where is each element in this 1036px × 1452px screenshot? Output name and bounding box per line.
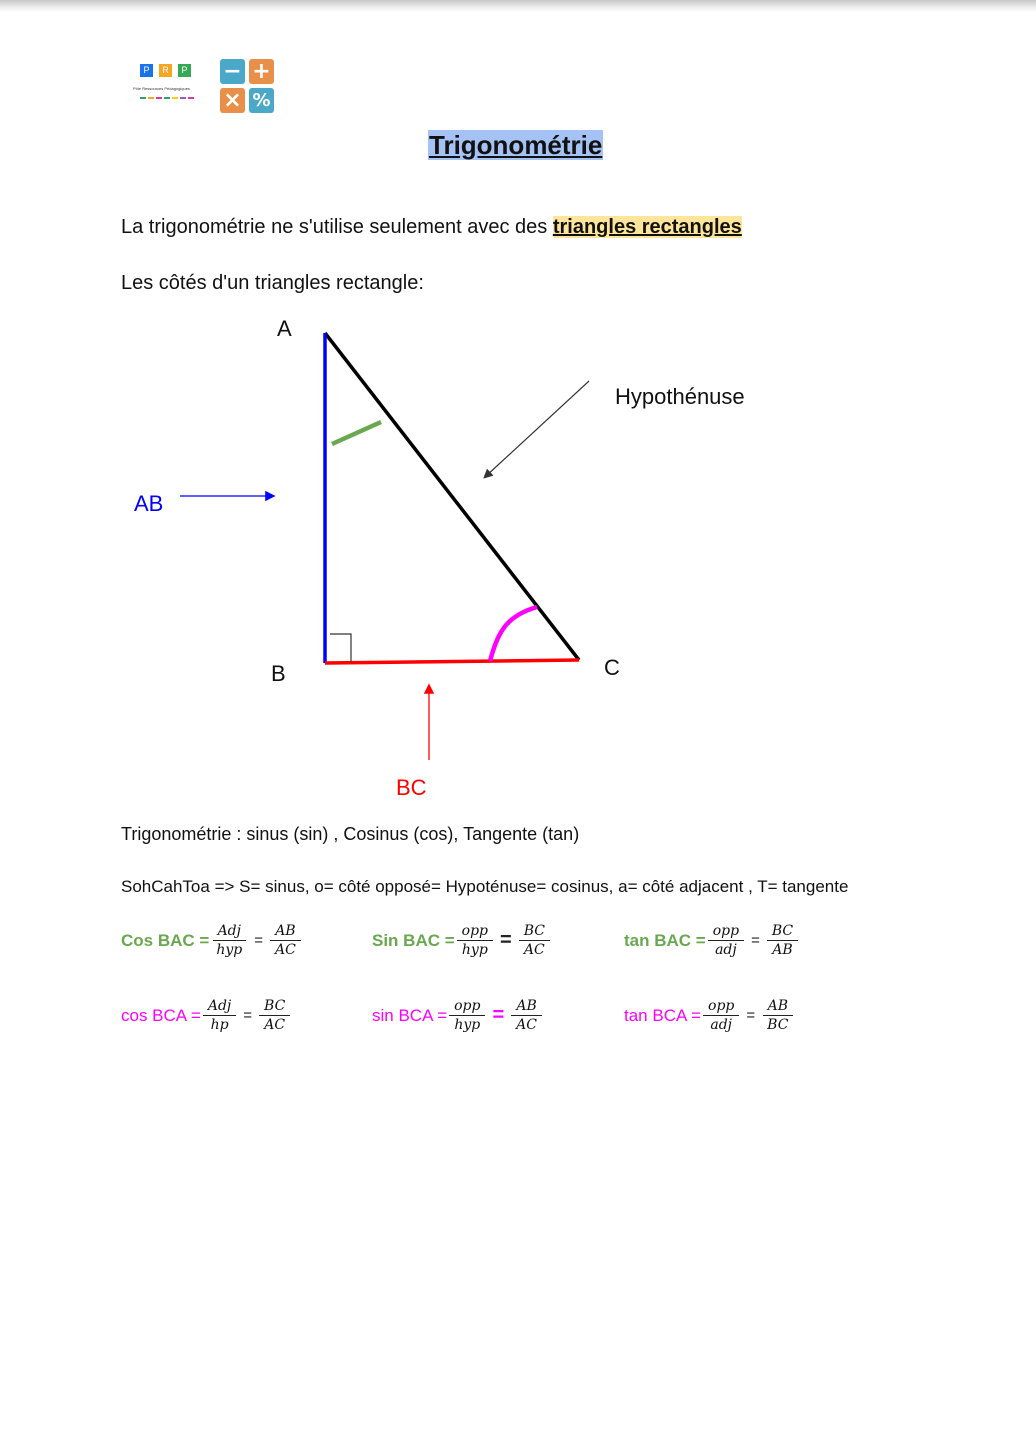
intro-text: La trigonométrie ne s'utilise seulement avec des — [121, 216, 553, 238]
ab-label: AB — [134, 491, 164, 516]
page-title: Trigonométrie — [429, 130, 603, 160]
formula-sin-bca: sin BCA = $\frac{\text{opp}}{\text{hyp}}$ = $\frac{AB}{AC}$ — [372, 997, 544, 1034]
hypotenuse-arrow — [485, 381, 589, 477]
fraction: $\frac{AB}{AC}$ — [511, 997, 542, 1034]
hypotenuse-label: Hypothénuse — [615, 384, 745, 409]
fraction: $\frac{\text{Adj}}{\text{hyp}}$ — [211, 922, 247, 959]
right-angle-marker — [330, 634, 351, 662]
formula-sin-bac: Sin BAC = $\frac{\text{opp}}{\text{hyp}}$ = $\frac{BC}{AC}$ — [372, 922, 552, 959]
fraction: $\frac{\text{opp}}{\text{hyp}}$ — [457, 922, 493, 959]
percent-icon: % — [249, 88, 274, 113]
prp-letter-r: R — [159, 64, 172, 77]
formula-cos-bac: Cos BAC = $\frac{\text{Adj}}{\text{hyp}}$ = $\frac{AB}{AC}$ — [121, 922, 303, 959]
fraction: $\frac{\text{Adj}}{hp}$ — [203, 997, 236, 1034]
highlight-triangles-rectangles: triangles rectangles — [552, 216, 742, 238]
plus-icon: + — [249, 59, 274, 84]
trig-functions-line: Trigonométrie : sinus (sin) , Cosinus (cos), Tangente (tan) — [121, 824, 580, 844]
side-bc-line — [325, 660, 579, 663]
minus-icon: − — [220, 59, 245, 84]
angle-a-marker — [332, 422, 381, 444]
formula-tan-bca: tan BCA = $\frac{\text{opp}}{\text{adj}}$ = $\frac{AB}{BC}$ — [624, 997, 795, 1034]
hypotenuse-line — [325, 333, 579, 660]
prp-letter-p1: P — [140, 64, 153, 77]
fraction: $\frac{BC}{AC}$ — [259, 997, 290, 1034]
prp-letter-p2: P — [178, 64, 191, 77]
prp-caption: Pôle Ressources Pédagogiques — [133, 86, 190, 91]
multiply-icon: × — [220, 88, 245, 113]
fraction: $\frac{AB}{AC}$ — [270, 922, 301, 959]
bc-label: BC — [396, 775, 427, 800]
fraction: $\frac{BC}{AB}$ — [767, 922, 798, 959]
formula-cos-bca: cos BCA = $\frac{\text{Adj}}{hp}$ = $\frac{BC}{AC}$ — [121, 997, 292, 1034]
fraction: $\frac{\text{opp}}{\text{hyp}}$ — [449, 997, 485, 1034]
formula-tan-bac: tan BAC = $\frac{\text{opp}}{\text{adj}}$ = $\frac{BC}{AB}$ — [624, 922, 800, 959]
angle-c-marker — [490, 607, 537, 661]
fraction: $\frac{\text{opp}}{\text{adj}}$ — [708, 922, 744, 959]
fraction: $\frac{\text{opp}}{\text{adj}}$ — [703, 997, 739, 1034]
fraction: $\frac{AB}{BC}$ — [762, 997, 793, 1034]
vertex-a-label: A — [277, 316, 292, 341]
fraction: $\frac{BC}{AC}$ — [519, 922, 550, 959]
vertex-c-label: C — [604, 655, 620, 680]
sides-heading: Les côtés d'un triangles rectangle: — [121, 272, 424, 294]
sohcahtoa-line: SohCahToa => S= sinus, o= côté opposé= Hypoténuse= cosinus, a= côté adjacent , T= tangente — [121, 877, 849, 896]
vertex-b-label: B — [271, 661, 286, 686]
